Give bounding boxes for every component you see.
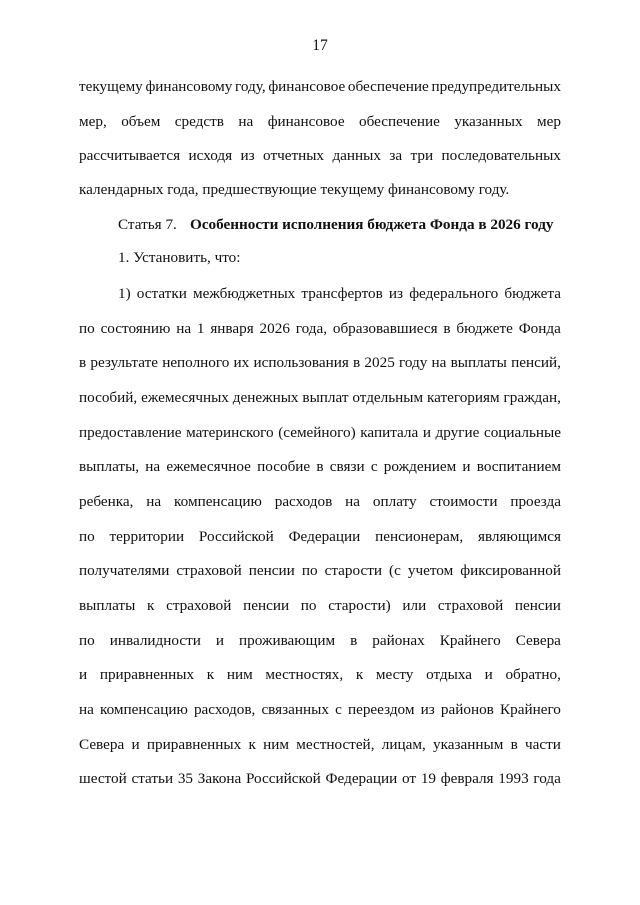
- word: Крайнего: [439, 632, 501, 649]
- word: расходов,: [193, 701, 256, 718]
- word: с: [335, 701, 342, 718]
- paragraph-line-10: [79, 423, 561, 443]
- word: на: [146, 493, 162, 510]
- word: месту: [375, 666, 414, 683]
- word: на: [345, 493, 361, 510]
- word: финансовое: [268, 78, 346, 95]
- paragraph-line-3: [79, 146, 561, 166]
- paragraph-line-13: [79, 527, 561, 547]
- word: связанных: [261, 701, 329, 718]
- word: расходов: [274, 493, 333, 510]
- word: другие: [435, 424, 480, 441]
- word: в: [510, 736, 518, 753]
- word: (с: [389, 562, 401, 579]
- word: материнского: [186, 424, 274, 441]
- word: статьи: [131, 770, 174, 787]
- word: получателями: [79, 562, 170, 579]
- word: года: [533, 770, 561, 787]
- word: к: [355, 666, 364, 683]
- word: старости): [328, 597, 391, 614]
- word: капитала: [360, 424, 419, 441]
- word: обеспечение: [347, 78, 429, 95]
- word: результате: [90, 354, 158, 371]
- article-title: Особенности исполнения бюджета Фонда в 2026 году: [190, 216, 554, 233]
- word: и: [215, 632, 225, 649]
- word: компенсацию: [100, 701, 188, 718]
- word: состоянию: [100, 320, 171, 337]
- word: Закона: [197, 770, 242, 787]
- word: к: [206, 666, 215, 683]
- word: на: [79, 701, 94, 718]
- word: указанным: [433, 736, 504, 753]
- word: средств: [174, 113, 224, 130]
- word: ежемесячное: [166, 458, 251, 475]
- word: территории: [109, 528, 185, 545]
- word: Крайнего: [499, 701, 561, 718]
- word: денежных: [232, 389, 299, 406]
- word: из: [420, 701, 435, 718]
- word: части: [525, 736, 561, 753]
- word: января: [210, 320, 254, 337]
- word: по: [79, 320, 95, 337]
- word: пособие: [257, 458, 311, 475]
- word: финансовому: [145, 78, 233, 95]
- word: по: [79, 528, 95, 545]
- paragraph-line-8: [79, 353, 561, 373]
- word: на: [176, 320, 192, 337]
- page-number: 17: [312, 37, 328, 54]
- word: на: [431, 354, 447, 371]
- word: страховой: [166, 597, 232, 614]
- word: районах: [372, 632, 425, 649]
- word: в: [350, 632, 358, 649]
- word: пенсионерам,: [375, 528, 464, 545]
- word: и: [484, 666, 493, 683]
- word: старости: [324, 562, 382, 579]
- word: ним: [226, 666, 253, 683]
- word: и: [422, 424, 431, 441]
- word: учетом: [407, 562, 454, 579]
- paragraph-line-15: [79, 596, 561, 616]
- word: ежемесячных: [141, 389, 229, 406]
- word: шестой: [79, 770, 127, 787]
- word: и: [462, 458, 471, 475]
- word: ним: [263, 736, 289, 753]
- word: мер: [537, 113, 561, 130]
- word: пособий,: [79, 389, 138, 406]
- word: 2026: [259, 320, 290, 337]
- paragraph-line-4: календарных года, предшествующие текущему финансовому году.: [79, 181, 510, 198]
- word: выплаты: [450, 354, 507, 371]
- word: межбюджетных: [192, 285, 296, 302]
- word: объем: [121, 113, 161, 130]
- word: обратно,: [505, 666, 561, 683]
- paragraph-line-17: [79, 665, 561, 685]
- word: на: [145, 458, 161, 475]
- word: неполного: [162, 354, 230, 371]
- word: граждан,: [503, 389, 561, 406]
- word: 35: [177, 770, 194, 787]
- word: от: [402, 770, 417, 787]
- word: с: [370, 458, 378, 475]
- word: по: [79, 632, 95, 649]
- word: воспитанием: [476, 458, 561, 475]
- word: году,: [235, 78, 266, 95]
- word: связи: [329, 458, 365, 475]
- word: их: [233, 354, 250, 371]
- word: страховой: [176, 562, 242, 579]
- word: по: [301, 562, 318, 579]
- paragraph-line-18: [79, 700, 561, 720]
- word: Российской: [198, 528, 274, 545]
- word: оплату: [372, 493, 417, 510]
- article-number: Статья 7.: [118, 216, 177, 233]
- word: февраля: [440, 770, 494, 787]
- word: являющимся: [477, 528, 561, 545]
- word: приравненных: [146, 736, 242, 753]
- word: приравненных: [99, 666, 195, 683]
- word: местностях,: [265, 666, 344, 683]
- word: остатки: [136, 285, 187, 302]
- paragraph-line-19: [79, 735, 561, 755]
- word: отдыха: [426, 666, 472, 683]
- word: проживающим: [239, 632, 336, 649]
- word: финансовое: [267, 113, 345, 130]
- paragraph-line-1: [79, 77, 561, 97]
- word: страховой: [437, 597, 504, 614]
- word: 1: [196, 320, 205, 337]
- word: отдельным: [352, 389, 424, 406]
- word: и: [131, 736, 140, 753]
- word: по: [300, 597, 317, 614]
- word: года,: [295, 320, 328, 337]
- word: пенсий,: [511, 354, 561, 371]
- word: году: [398, 354, 428, 371]
- word: проезда: [510, 493, 561, 510]
- word: Севера: [79, 736, 125, 753]
- word: использования: [253, 354, 349, 371]
- word: инвалидности: [109, 632, 201, 649]
- word: пенсии: [514, 597, 561, 614]
- paragraph-line-7: [79, 319, 561, 339]
- word: Федерации: [325, 770, 398, 787]
- word: предупредительных: [431, 78, 561, 95]
- word: выплаты: [79, 597, 136, 614]
- paragraph-line-11: [79, 457, 561, 477]
- word: в: [443, 320, 451, 337]
- article-heading: [118, 215, 553, 235]
- word: или: [402, 597, 427, 614]
- word: 1): [118, 285, 131, 302]
- word: в: [353, 354, 361, 371]
- word: рассчитывается: [79, 147, 181, 164]
- word: 1993: [498, 770, 529, 787]
- word: за: [389, 147, 403, 164]
- paragraph-line-16: [79, 631, 561, 651]
- word: предоставление: [79, 424, 182, 441]
- word: последовательных: [441, 147, 561, 164]
- word: рождением: [383, 458, 457, 475]
- word: Фонда: [518, 320, 561, 337]
- word: в: [79, 354, 87, 371]
- word: указанных: [454, 113, 523, 130]
- word: обеспечение: [359, 113, 440, 130]
- word: текущему: [79, 78, 143, 95]
- word: Российской: [245, 770, 321, 787]
- word: исходя: [188, 147, 233, 164]
- word: три: [410, 147, 434, 164]
- paragraph-line-6: [118, 284, 561, 304]
- word: из: [388, 285, 404, 302]
- word: к: [146, 597, 155, 614]
- word: фиксированной: [460, 562, 561, 579]
- word: бюджета: [504, 285, 561, 302]
- word: компенсацию: [174, 493, 262, 510]
- word: федерального: [409, 285, 499, 302]
- word: Севера: [515, 632, 561, 649]
- word: местностей,: [296, 736, 375, 753]
- word: в: [316, 458, 324, 475]
- word: пенсии: [248, 562, 295, 579]
- word: районов: [440, 701, 494, 718]
- word: (семейного): [278, 424, 356, 441]
- paragraph-line-12: [79, 492, 561, 512]
- word: выплат: [302, 389, 349, 406]
- word: ребенка,: [79, 493, 134, 510]
- paragraph-line-9: [79, 388, 561, 408]
- clause-intro: 1. Установить, что:: [118, 249, 241, 266]
- word: трансфертов: [301, 285, 383, 302]
- word: категориям: [426, 389, 500, 406]
- paragraph-line-14: [79, 561, 561, 581]
- word: социальные: [483, 424, 561, 441]
- word: на: [238, 113, 254, 130]
- word: и: [79, 666, 88, 683]
- word: мер,: [79, 113, 107, 130]
- paragraph-line-20: [79, 769, 561, 789]
- word: к: [248, 736, 256, 753]
- word: лицам,: [381, 736, 426, 753]
- word: данных: [332, 147, 381, 164]
- word: 2025: [364, 354, 395, 371]
- word: отчетных: [263, 147, 325, 164]
- word: образовавшиеся: [332, 320, 438, 337]
- word: Федерации: [288, 528, 361, 545]
- word: бюджете: [456, 320, 513, 337]
- word: стоимости: [429, 493, 498, 510]
- word: из: [240, 147, 255, 164]
- word: пенсии: [243, 597, 290, 614]
- word: выплаты,: [79, 458, 140, 475]
- word: переездом: [347, 701, 415, 718]
- paragraph-line-2: [79, 112, 561, 132]
- word: 19: [420, 770, 436, 787]
